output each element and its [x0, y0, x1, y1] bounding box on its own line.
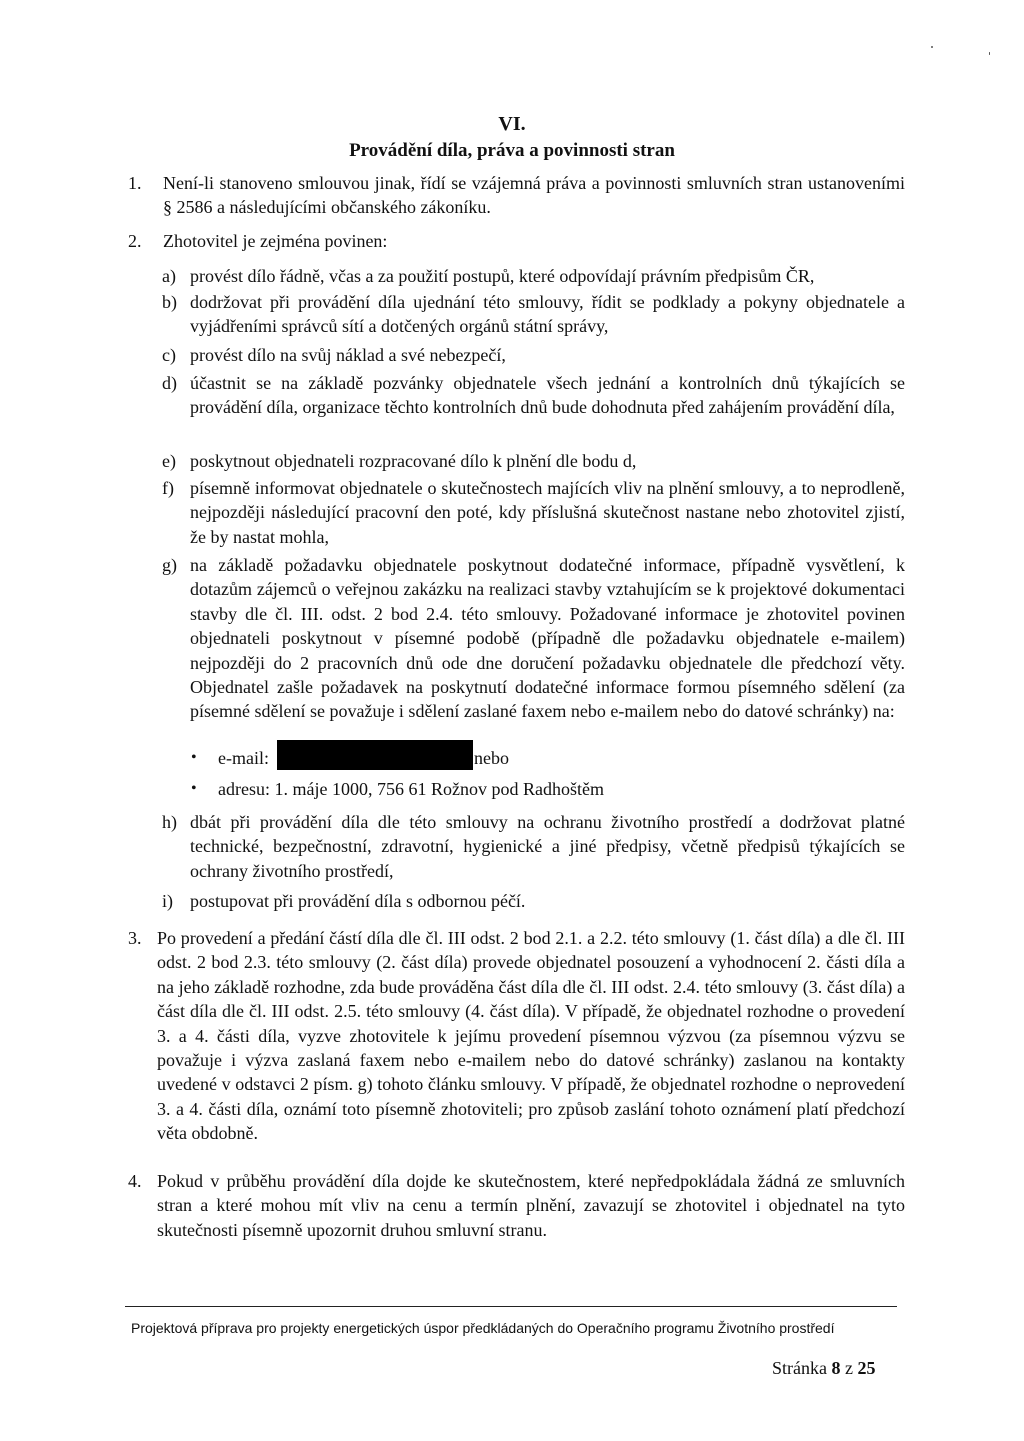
page-current: 8: [831, 1358, 841, 1378]
list-label: c): [162, 345, 176, 365]
item-2-intro: Zhotovitel je zejména povinen:: [163, 231, 388, 251]
section-title: Provádění díla, práva a povinnosti stran: [349, 140, 675, 161]
page-total: 25: [857, 1358, 876, 1378]
item-3-text: Po provedení a předání částí díla dle čl. III odst. 2 bod 2.1. a 2.2. této smlouvy (1. část díla) a dle čl. III odst. 2 bod 2.3. této smlouvy (2. část díla) provede objednatel posouzení a vyhodnocení 2. části díla a na jeho základě rozhodne, zda bude prováděna část díla dle čl. III odst. 2.4. této smlouvy (3. část díla) a část díla dle čl. III odst. 2.5. této smlouvy (4. část díla). V případě, že objednatel rozhodne o provedení 3. a 4. části díla, vyzve zhotovitele k jejímu provedení písemnou výzvou (za písemnou výzvu se považuje i výzva zaslaná faxem nebo e-mailem nebo do datové schránky) zaslanou na kontakty uvedené v odstavci 2 písm. g) tohoto článku smlouvy. V případě, že objednatel rozhodne o neprovedení 3. a 4. části díla, oznámí toto písemně zhotoviteli; pro způsob zaslání tohoto oznámení platí předchozí věta obdobně.: [157, 928, 905, 1144]
page-prefix: Stránka: [772, 1358, 827, 1378]
page-number: [772, 1358, 875, 1379]
list-item-d: účastnit se na základě pozvánky objednatele všech jednání a kontrolních dnů týkajících se provádění díla, organizace těchto kontrolních dnů bude dohodnuta před zahájením provádění díla,: [190, 373, 905, 418]
email-suffix: nebo: [474, 748, 509, 768]
list-item-i: postupovat při provádění díla s odbornou péčí.: [190, 891, 526, 911]
item-number: 4.: [128, 1171, 142, 1191]
list-item-f: písemně informovat objednatele o skutečnostech majících vliv na plnění smlouvy, a to neprodleně, nejpozději následující pracovní den poté, kdy příslušná skutečnost nastane nebo zhotovitel zjistí, že by nastat mohla,: [190, 478, 905, 547]
section-number: VI.: [498, 113, 526, 135]
footer-rule: [125, 1306, 897, 1307]
list-item-b: dodržovat při provádění díla ujednání této smlouvy, řídit se podklady a pokyny objednatele a vyjádřeními správců sítí a dotčených orgánů státní správy,: [190, 292, 905, 337]
list-label: g): [162, 555, 177, 575]
item-4-text: Pokud v průběhu provádění díla dojde ke skutečnostem, které nepředpokládala žádná ze smluvních stran a které mohou mít vliv na cenu a termín plnění, zavazují se zhotovitel i objednatel na tyto skutečnosti písemně upozornit druhou smluvní stranu.: [157, 1171, 905, 1240]
list-label: h): [162, 812, 177, 832]
item-number: 2.: [128, 231, 142, 251]
list-item-e: poskytnout objednateli rozpracované dílo k plnění dle bodu d,: [190, 451, 637, 471]
list-item-a: provést dílo řádně, včas a za použití postupů, které odpovídají právním předpisům ČR,: [190, 266, 815, 286]
list-label: a): [162, 266, 176, 286]
list-label: i): [162, 891, 173, 911]
bullet-icon: •: [191, 749, 197, 766]
footer-note: Projektová příprava pro projekty energetických úspor předkládaných do Operačního programu Životního prostředí: [131, 1320, 835, 1336]
item-1-text: Není-li stanoveno smlouvou jinak, řídí se vzájemná práva a povinnosti smluvních stran ustanoveními § 2586 a následujícími občanského zákoníku.: [163, 173, 905, 218]
list-label: e): [162, 451, 176, 471]
redacted-email: [277, 740, 473, 770]
list-label: b): [162, 292, 177, 312]
list-item-h: dbát při provádění díla dle této smlouvy na ochranu životního prostředí a dodržovat platné technické, bezpečnostní, zdravotní, hygienické a jiné předpisy, včetně předpisů týkajících se ochrany životního prostředí,: [190, 812, 905, 881]
address-line: adresu: 1. máje 1000, 756 61 Rožnov pod Radhoštěm: [218, 779, 604, 799]
list-item-g: na základě požadavku objednatele poskytnout dodatečné informace, případně vysvětlení, k dotazům zájemců o veřejnou zakázku na realizaci stavby vztahujícím se k projektové dokumentaci stavby dle čl. III. odst. 2 bod 2.4. této smlouvy. Požadované informace je zhotovitel povinen objednateli poskytnout v písemné podobě (případně dle požadavku objednatele e-mailem) nejpozději do 2 pracovních dnů ode dne doručení požadavku objednatele dle předchozí věty. Objednatel zašle požadavek na poskytnutí dodatečné informace formou písemného sdělení (za písemné sdělení se považuje i sdělení zaslané faxem nebo e-mailem nebo do datové schránky) na:: [190, 555, 905, 722]
list-label: d): [162, 373, 177, 393]
list-item-c: provést dílo na svůj náklad a své nebezpečí,: [190, 345, 506, 365]
page-separator: z: [844, 1358, 853, 1378]
item-number: 1.: [128, 173, 142, 193]
list-label: f): [162, 478, 174, 498]
item-number: 3.: [128, 928, 142, 948]
bullet-icon: •: [191, 780, 197, 797]
scan-speck: [931, 46, 933, 48]
scan-speck: [989, 52, 990, 55]
email-label: e-mail:: [218, 748, 269, 768]
